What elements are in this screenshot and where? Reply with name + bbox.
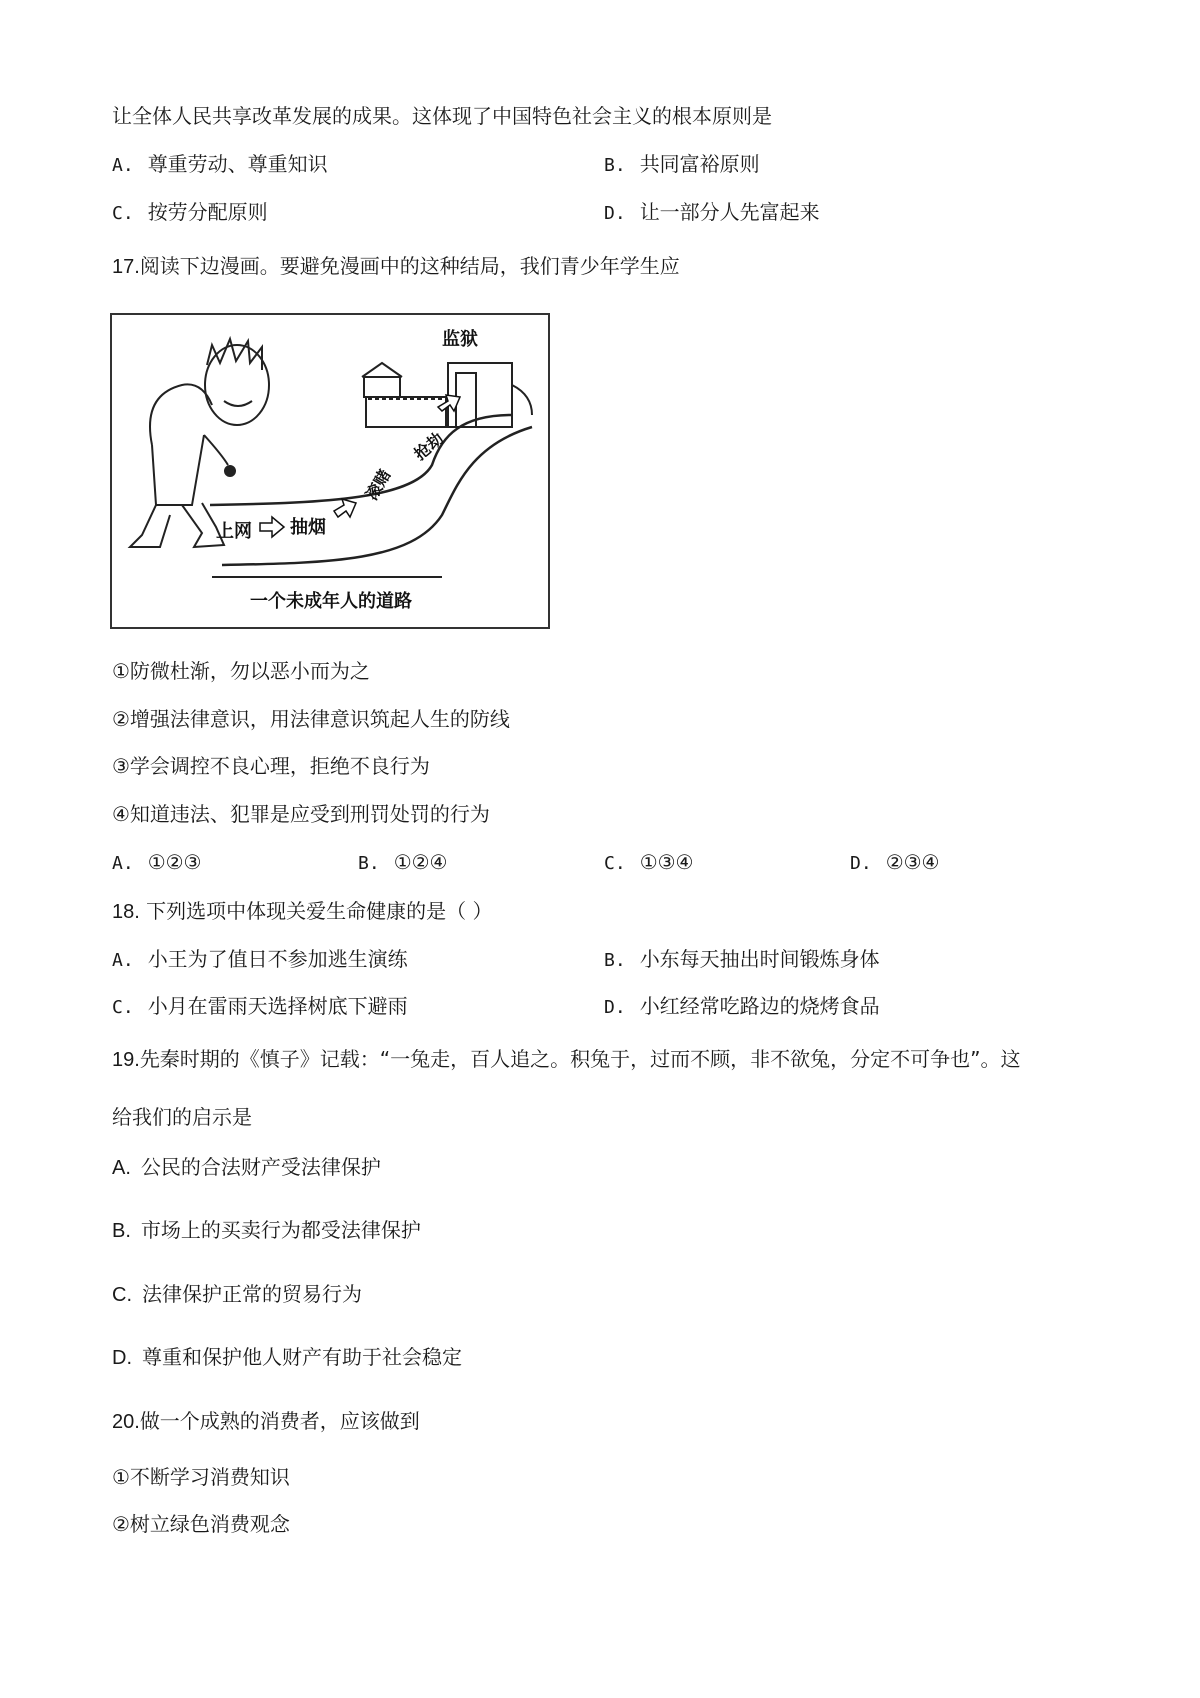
q18-option-c: C. 小月在雷雨天选择树底下避雨 <box>112 994 408 1018</box>
step-label-4: 抢劫 <box>410 428 448 464</box>
q17-option-d: D. ②③④ <box>850 850 940 874</box>
q19-stem-line2: 给我们的启示是 <box>112 1105 252 1129</box>
q19-option-c: C. 法律保护正常的贸易行为 <box>112 1282 362 1306</box>
q16-option-c: C. 按劳分配原则 <box>112 200 268 224</box>
step-label-3: 滚赌 <box>361 466 395 504</box>
step-arrow-1 <box>260 517 284 537</box>
q18-stem: 18. 下列选项中体现关爱生命健康的是（ ） <box>112 899 493 923</box>
q17-statement-3: ③学会调控不良心理，拒绝不良行为 <box>112 754 430 778</box>
cartoon-image <box>110 313 550 629</box>
q19-option-b: B. 市场上的买卖行为都受法律保护 <box>112 1218 421 1242</box>
cartoon-caption: 一个未成年人的道路 <box>250 591 412 612</box>
q20-stem: 20.做一个成熟的消费者，应该做到 <box>112 1409 420 1433</box>
q17-statement-1: ①防微杜渐，勿以恶小而为之 <box>112 659 370 683</box>
q17-statement-2: ②增强法律意识，用法律意识筑起人生的防线 <box>112 707 510 731</box>
q17-option-a: A. ①②③ <box>112 850 202 874</box>
q16-stem-tail: 让全体人民共享改革发展的成果。这体现了中国特色社会主义的根本原则是 <box>112 104 772 128</box>
q20-statement-2: ②树立绿色消费观念 <box>112 1512 290 1536</box>
q18-option-a: A. 小王为了值日不参加逃生演练 <box>112 947 408 971</box>
q19-stem-line1: 19.先秦时期的《慎子》记载：“一兔走，百人追之。积兔于，过而不顾，非不欲兔，分定不可争也”。这 <box>112 1047 1021 1071</box>
q17-option-b: B. ①②④ <box>358 850 448 874</box>
prison-label: 监狱 <box>442 329 478 350</box>
step-label-2: 抽烟 <box>290 517 326 538</box>
boy-drawing <box>130 339 269 547</box>
q16-option-b: B. 共同富裕原则 <box>604 152 760 176</box>
q16-option-d: D. 让一部分人先富起来 <box>604 200 820 224</box>
step-arrow-2 <box>334 499 356 517</box>
step-label-1: 上网 <box>216 521 252 542</box>
q18-option-d: D. 小红经常吃路边的烧烤食品 <box>604 994 880 1018</box>
q17-statement-4: ④知道违法、犯罪是应受到刑罚处罚的行为 <box>112 802 490 826</box>
q20-statement-1: ①不断学习消费知识 <box>112 1465 290 1489</box>
q19-option-d: D. 尊重和保护他人财产有助于社会稳定 <box>112 1345 462 1369</box>
q18-option-b: B. 小东每天抽出时间锻炼身体 <box>604 947 880 971</box>
q17-option-c: C. ①③④ <box>604 850 694 874</box>
q19-option-a: A. 公民的合法财产受法律保护 <box>112 1155 381 1179</box>
q16-option-a: A. 尊重劳动、尊重知识 <box>112 152 328 176</box>
q17-stem: 17.阅读下边漫画。要避免漫画中的这种结局，我们青少年学生应 <box>112 254 680 278</box>
